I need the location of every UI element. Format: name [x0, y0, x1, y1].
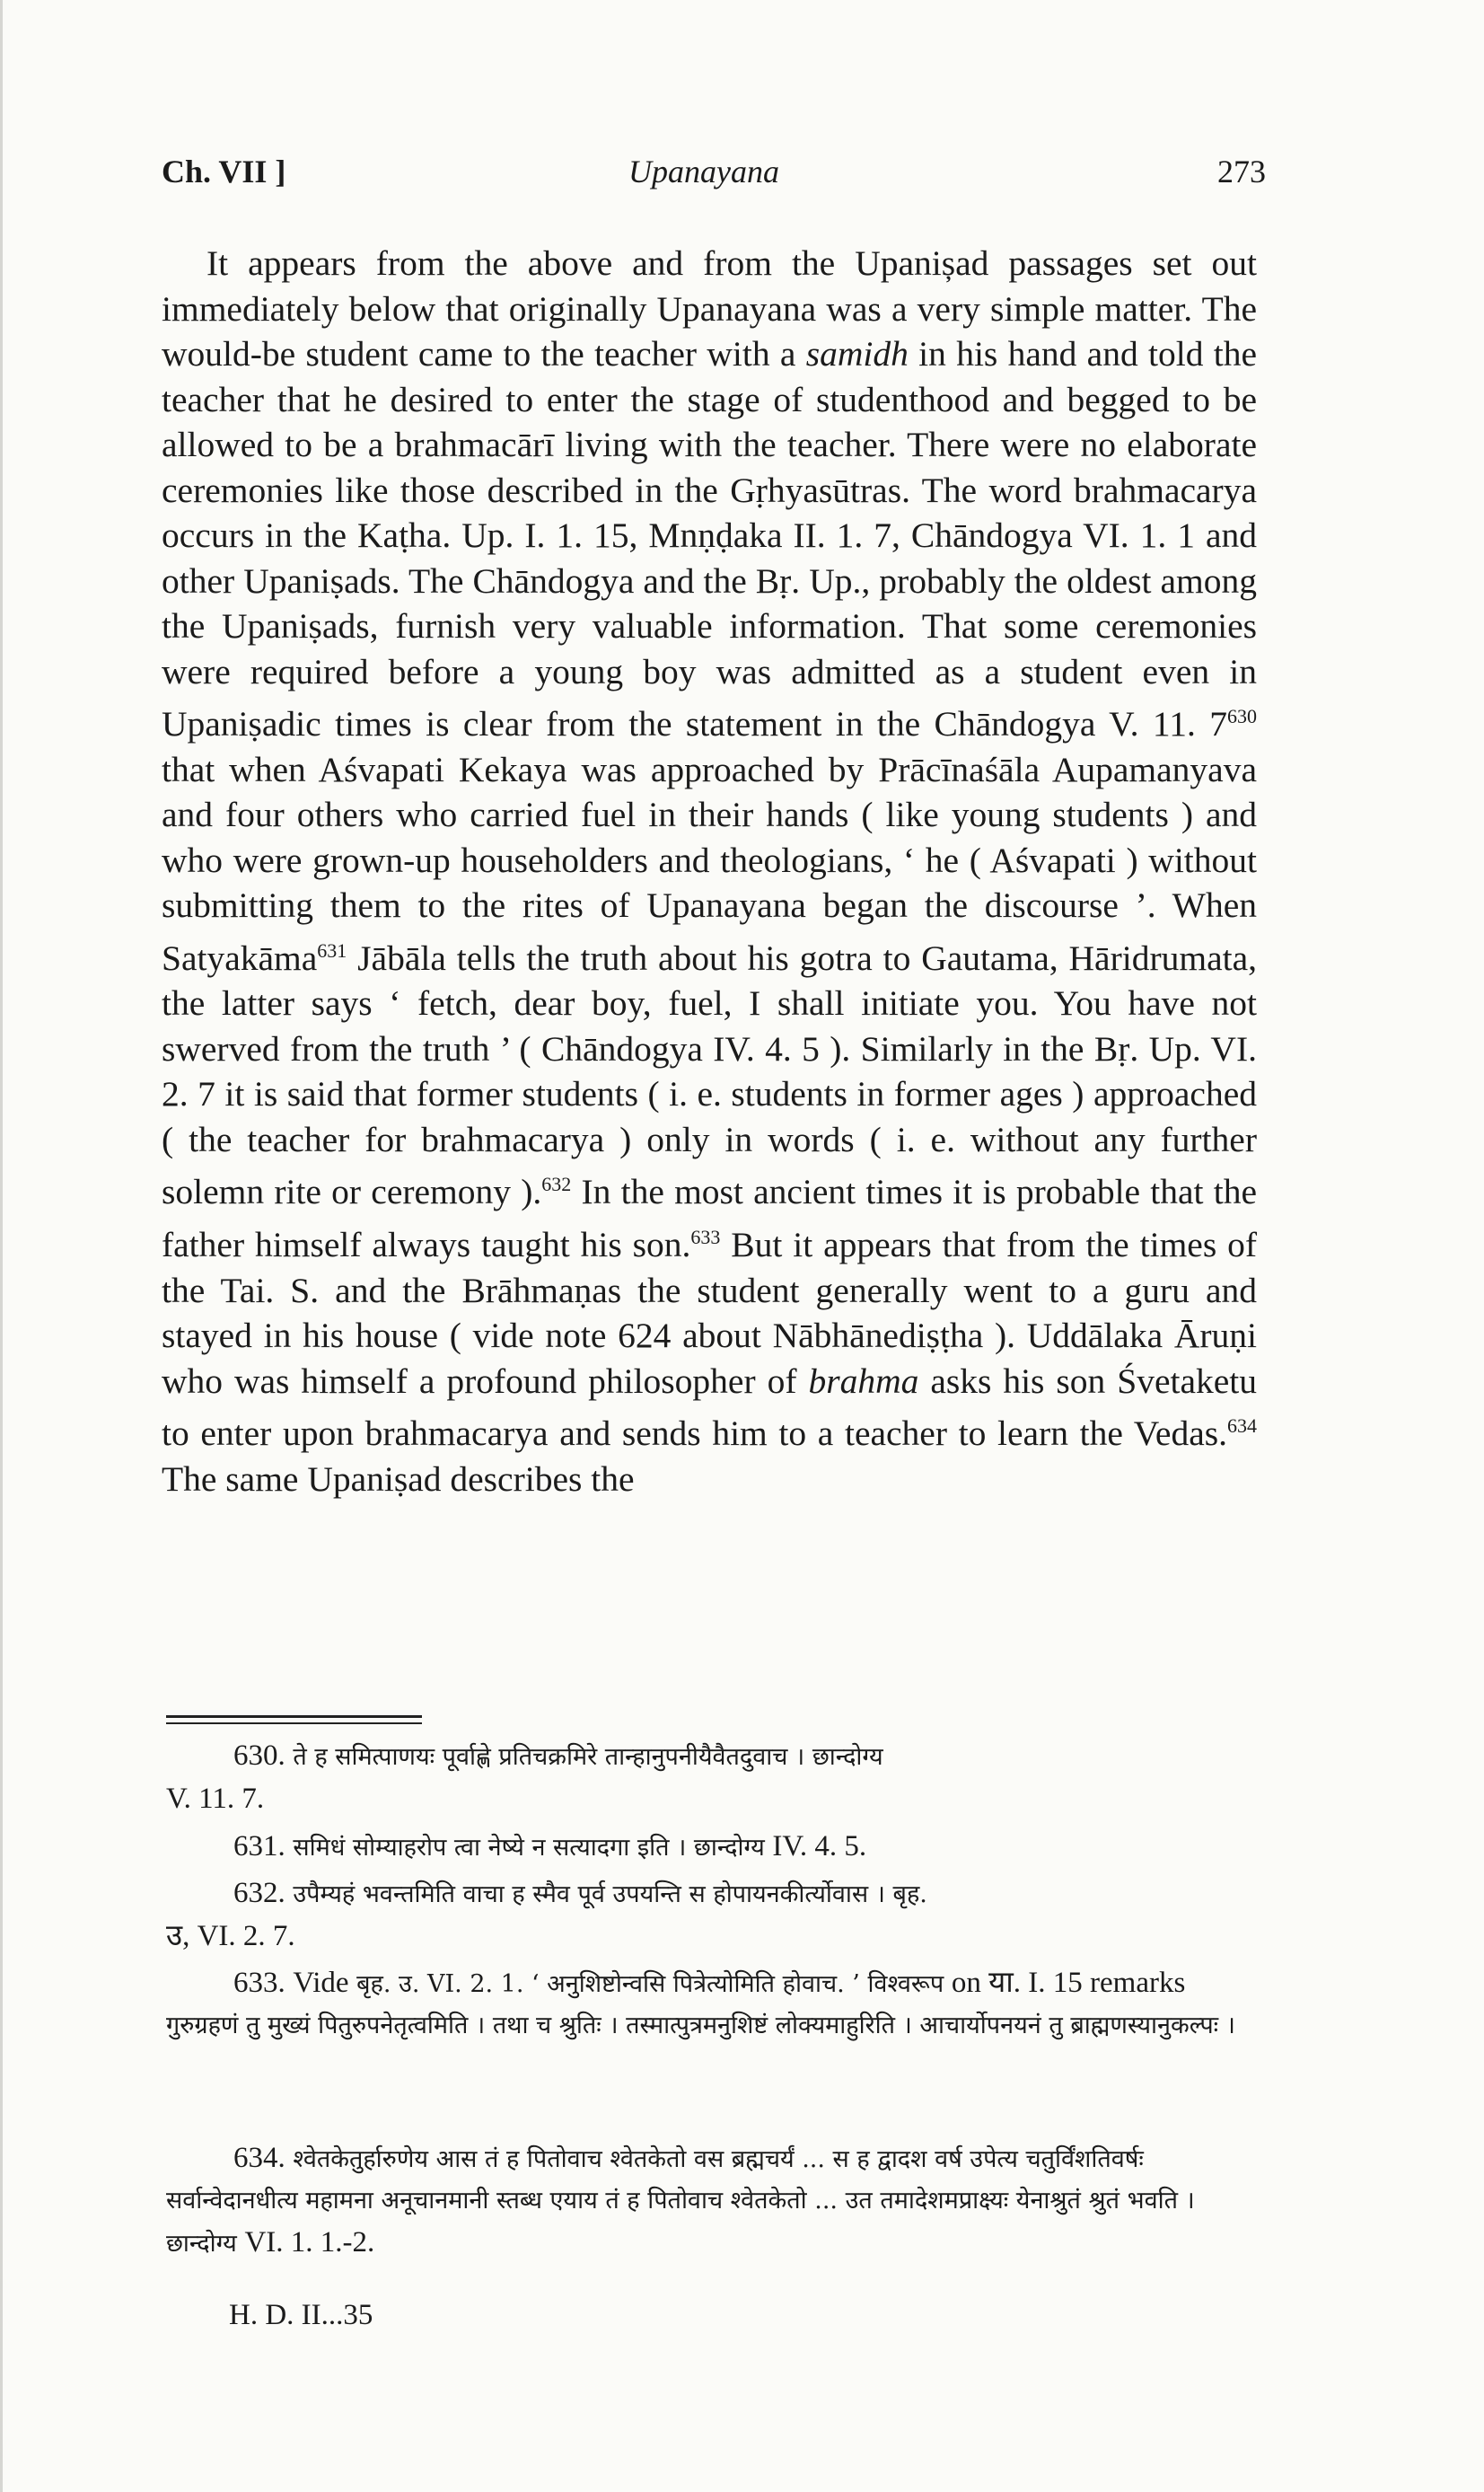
footnote-reference: V. 11. 7. — [166, 1783, 265, 1815]
footnote-number: 630. — [233, 1739, 285, 1772]
footnote-divider — [166, 1715, 422, 1718]
italic-term: samidh — [805, 334, 909, 374]
footnote-number: 633. — [233, 1967, 285, 1999]
footnote-text: समिधं सोम्याहरोप त्वा नेष्ये न सत्यादगा इति । छान्दोग्य — [293, 1834, 765, 1862]
footnote-text: उपैम्यहं भवन्तमिति वाचा ह स्मैव पूर्व उपयन्ति स होपायनकीर्त्योवास । बृह. — [293, 1880, 927, 1908]
footnote-number: 634. — [233, 2142, 285, 2174]
signature-mark: H. D. II...35 — [229, 2299, 373, 2331]
text-segment: that when Aśvapati Kekaya was approached by Prācīnaśāla Aupamanyava and four others who carried fuel in their hands ( like young students ) and who were grown-up householders and theologians, ‘ he ( Aśvapati ) without submitting them to the rites of Upanayana began the discourse ’. When Satyakāma — [162, 749, 1257, 978]
text-segment: But it appears that from the times of the Tai. S. and the Brāhmaṇas the student generally went to a guru and stayed in his house ( vide note 624 about Nābhānediṣṭha ). Uddālaka Āruṇi who was himself a profound philosopher of — [162, 1225, 1258, 1401]
page-number: 273 — [1217, 154, 1266, 189]
footnote-text: बृह. उ. VI. 2. 1. ‘ अनुशिष्टोन्वसि पित्रेत्योमिति होवाच. ’ विश्वरूप — [356, 1970, 944, 1998]
footnote-632 — [166, 1872, 1252, 1957]
footnote-divider — [166, 1722, 422, 1724]
footnote-630 — [166, 1735, 1252, 1819]
footnote-number: 631. — [233, 1830, 285, 1862]
footnote-ref: 631 — [317, 938, 347, 962]
running-title: Upanayana — [628, 154, 779, 189]
footnote-ref: 633 — [690, 1225, 721, 1248]
footnote-text: श्वेतकेतुर्हारुणेय आस तं ह पितोवाच श्वेतकेतो वस ब्रह्मचर्यं ... स ह द्वादश वर्ष उपेत्य चतुर्विंशतिवर्षः सर्वान्वेदानधीत्य महामना अनूचानमानी स्तब्ध एयाय तं ह पितोवाच श्वेतकेतो ... उत तमादेशमप्राक्ष्यः येनाश्रुतं श्रुतं भवति । छान्दोग्य — [166, 2145, 1195, 2258]
text-segment: asks his son Śvetaketu to enter upon brahmacarya and sends him to a teacher to learn the Vedas. — [162, 1360, 1258, 1454]
footnote-lead: Vide — [293, 1967, 349, 1999]
main-paragraph — [162, 241, 1257, 1501]
footnote-text-latin: on या. I. 15 remarks — [951, 1967, 1186, 1999]
chapter-label: Ch. VII ] — [162, 154, 286, 189]
footnote-reference: उ, VI. 2. 7. — [166, 1920, 295, 1952]
footnote-ref: 630 — [1227, 705, 1257, 727]
footnote-ref: 634 — [1227, 1414, 1257, 1438]
footnote-text: ते ह समित्पाणयः पूर्वाह्णे प्रतिचक्रमिरे तान्हानुपनीयैवैतदुवाच । छान्दोग्य — [293, 1743, 883, 1771]
text-segment: in his hand and told the teacher that he desired to enter the stage of studenthood and begged to be allowed to be a brahmacārī living with the teacher. There were no elaborate ceremonies like those described in the Gṛhyasūtras. The word brahmacarya occurs in the Kaṭha. Up. I. 1. 15, Mnṇḍaka II. 1. 7, Chāndogya VI. 1. 1 and other Upaniṣads. The Chāndogya and the Bṛ. Up., probably the oldest among the Upaniṣads, furnish very valuable information. That some ceremonies were required before a young boy was admitted as a student even in Upaniṣadic times is clear from the statement in the Chāndogya V. 11. 7 — [162, 334, 1258, 744]
running-header — [162, 153, 1266, 207]
footnote-number: 632. — [233, 1877, 285, 1909]
text-segment: It appears from the above and from the Upanișad passages set out immediately below that originally Upanayana was a very simple matter. The would-be student came to the teacher with a — [162, 243, 1257, 374]
footnote-text: गुरुग्रहणं तु मुख्यं पितुरुपनेतृत्वमिति । तथा च श्रुतिः । तस्मात्पुत्रमनुशिष्टं लोक्यमाहुरिति । आचार्योपनयनं तु ब्राह्मणस्यानुकल्पः । — [166, 2012, 1235, 2039]
footnote-reference: VI. 1. 1.-2. — [244, 2226, 375, 2259]
italic-term: brahma — [808, 1360, 919, 1401]
text-segment: Jābāla tells the truth about his gotra to Gautama, Hāridrumata, the latter says ‘ fetch, dear boy, fuel, I shall initiate you. You have not swerved from the truth ’ ( Chāndogya IV. 4. 5 ). Similarly in the Bṛ. Up. VI. 2. 7 it is said that former students ( i. e. students in former ages ) approached ( the teacher for brahmacarya ) only in words ( i. e. without any further solemn rite or ceremony ). — [162, 938, 1257, 1212]
footnote-633 — [166, 1962, 1252, 2047]
text-segment: In the most ancient times it is probable that the father himself always taught his son. — [162, 1172, 1257, 1265]
footnote-631 — [166, 1826, 1252, 1869]
text-segment: The same Upaniṣad describes the — [162, 1458, 635, 1499]
footnote-634 — [166, 2137, 1252, 2265]
footnote-ref: 632 — [541, 1173, 572, 1196]
footnote-reference: IV. 4. 5. — [772, 1830, 867, 1862]
